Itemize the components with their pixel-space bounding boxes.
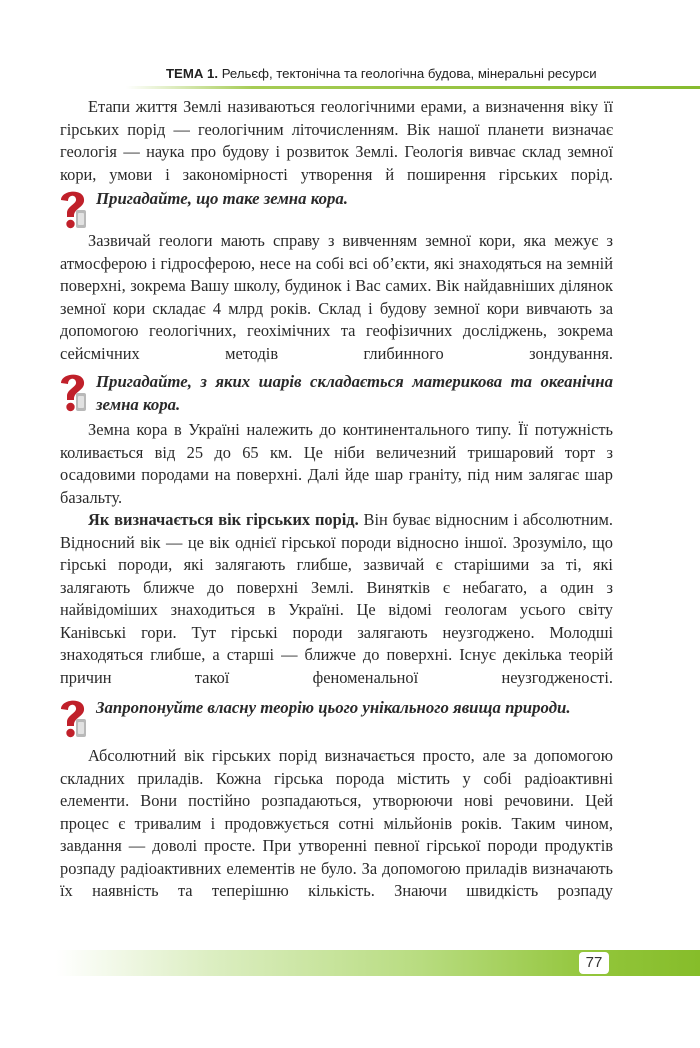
- question-text: Пригадайте, що таке земна кора.: [96, 189, 348, 208]
- paragraph-1: Етапи життя Землі називаються геологічними ерами, а визначення віку її гірських порід — геологічним літочисленням. Вік нашої планети визначає геологія — наука про будову і розвиток Землі. Геологія вивчає склад земної кори, умови і закономірності утворення й поширення гірських порід.: [60, 97, 613, 184]
- question-block-3: [60, 695, 613, 745]
- running-header: [166, 66, 614, 81]
- question-text: Запропонуйте власну теорію цього унікального явища природи.: [96, 698, 571, 717]
- page-body: [60, 96, 613, 903]
- question-block-1: [60, 186, 613, 230]
- paragraph-4: [60, 509, 613, 689]
- topic-label: ТЕМА 1.: [166, 66, 219, 81]
- paragraph-3: Земна кора в Україні належить до континентального типу. Її потужність коливається від 25 до 65 км. Це ніби величезний тришаровий торт з осадовими породами на поверхні. Далі йде шар граніту, під ним залягає шар базальту.: [60, 420, 613, 507]
- paragraph-5: Абсолютний вік гірських порід визначається просто, але за допомогою складних приладів. Кожна гірська порода містить у собі радіоактивні елементи. Вони постійно розпадаються, утворюючи нові речовини. Цей процес є тривалим і продовжується сотні мільйонів років. Таким чином, завдання — доволі просте. При утворенні певної гірської породи продуктів розпаду радіоактивних елементів не було. За допомогою приладів визначають їх наявність та теперішню кількість. Знаючи швидкість розпаду: [60, 746, 613, 900]
- question-mark-icon: [54, 186, 92, 230]
- paragraph-4-text: Він буває відносним і абсолютним. Відносний вік — це вік однієї гірської породи відносно іншої. Зрозуміло, що гірські породи, які залягають глибше, зазвичай є старішими за ті, які залягають ближче до поверхні Землі. Винятків є небагато, а один з найвідоміших знаходиться в Україні. Це відомі геологам усього світу Канівські гори. Тут гірські породи залягають неузгоджено. Молодші знаходяться глибше, а старші — ближче до поверхні. Існує декілька теорій причин такої феноменальної неузгодженості.: [60, 510, 613, 687]
- question-mark-icon: [54, 695, 92, 739]
- question-mark-icon: [54, 369, 92, 413]
- header-rule: [126, 86, 700, 89]
- page-number: 77: [579, 952, 609, 974]
- paragraph-4-heading: Як визначається вік гірських порід.: [88, 510, 359, 529]
- paragraph-2: Зазвичай геологи мають справу з вивченням земної кори, яка межує з атмосферою і гідросферою, несе на собі всі об’єкти, які знаходяться на земній поверхні, зокрема Вашу школу, будинок і Вас самих. Вік найдавніших ділянок земної кори складає 4 млрд років. Склад і будову земної кори вивчають за допомогою геологічних, геохімічних та геофізичних досліджень, зокрема сейсмічних методів глибинного зондування.: [60, 231, 613, 363]
- question-block-2: [60, 369, 613, 419]
- topic-title: Рельєф, тектонічна та геологічна будова, мінеральні ресурси: [221, 66, 597, 81]
- question-text: Пригадайте, з яких шарів складається материкова та океанічна земна кора.: [96, 372, 613, 414]
